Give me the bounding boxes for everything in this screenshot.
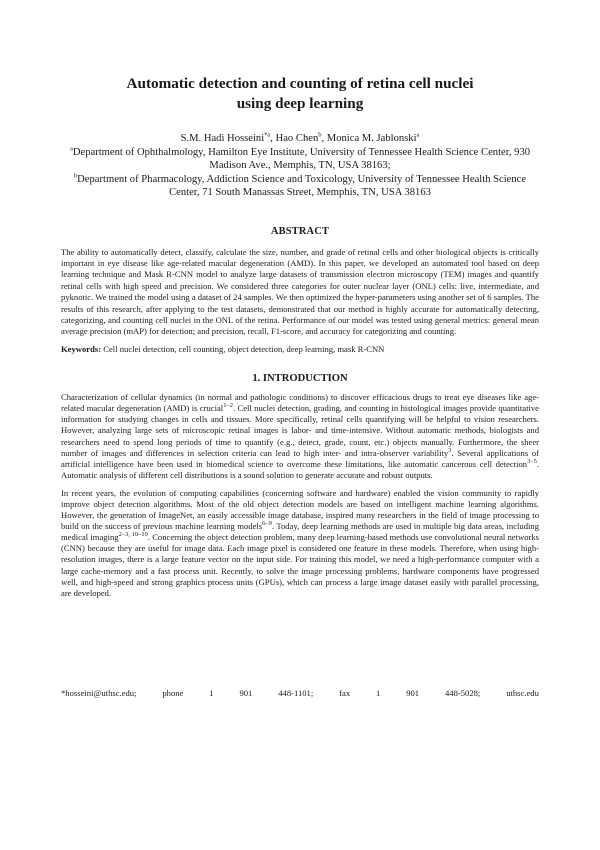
affiliation-mark: a: [69, 144, 73, 152]
footer-fax-label: fax: [339, 688, 351, 698]
author-mark: *a: [264, 131, 271, 139]
author-name: Monica M. Jablonski: [326, 133, 417, 144]
contact-footer: [61, 688, 539, 698]
paragraph-text: . Cell nuclei detection, grading, and counting in histological images provide quantitative information for studying changes in cells and tissues. More specifically, retinal cells quantifying will be helpful to vision researchers. However, analyzing large sets of microscopic retinal images is labor- and time-intensive. Without automatic methods, biologists and researchers need to spend long periods of time to quantify (e.g., detect, grade, count, etc.) objects manually. Furthermore, the sheer number of images and differences in selection criteria can lead to high inter- and intra-observer variability: [61, 403, 539, 458]
footer-website: uthsc.edu: [506, 688, 539, 698]
author-mark: b: [318, 131, 322, 139]
author-separator: ,: [321, 133, 327, 144]
abstract-heading: ABSTRACT: [270, 225, 330, 237]
paragraph-text: Characterization of cellular dynamics (in normal and pathologic conditions) to discover efficacious drugs to treat eye diseases like age-related macular degeneration (AMD) is crucial: [61, 392, 539, 414]
title-line-1: Automatic detection and counting of retina cell nuclei: [126, 75, 474, 92]
footer-email: *hosseini@uthsc.edu;: [61, 688, 137, 698]
paper-title: [61, 74, 539, 114]
keywords-text: Cell nuclei detection, cell counting, object detection, deep learning, mask R-CNN: [103, 343, 385, 354]
intro-paragraph-2: [61, 488, 539, 599]
affiliation-text: Department of Pharmacology, Addiction Science and Toxicology, University of Tennessee Health Science Center, 71 South Manassas Street, Memphis, TN, USA 38163: [77, 173, 527, 198]
paragraph-text: . Concerning the object detection problem, many deep learning-based methods use convolutional neural networks (CNN) because they are useful for image data. Each image pixel is considered one feature in these models. Therefore, when using high-resolution images, there is a large feature vector on the input side. For training this model, we need a high-performance computer with a large cache-memory and a fast process unit. Recently, to solve the image processing problems, hardware components have progressed well, and high-speed and strong graphics process units (GPUs), which can process a large image dataset easily with parallel processing, are developed.: [61, 532, 540, 598]
affiliation-b: [61, 173, 539, 200]
paper-page: [0, 74, 600, 850]
abstract-text: The ability to automatically detect, classify, calculate the size, number, and grade of retinal cells and other biological objects is critically important in eye disease like age-related macular degeneration (AMD). In this paper, we developed an automated tool based on deep learning technique and Mask R-CNN model to analyze large datasets of transmission electron microscopy (TEM) images and quantify retinal cells with high speed and precision. We considered three categories for outer nuclear layer (ONL) cells: live, intermediate, and pyknotic. We trained the model using a dataset of 24 samples. We then optimized the hyper-parameters using another set of 6 samples. The results of this research, after applying to the test datasets, demonstrated that our method is highly accurate for automatically detecting, categorizing, and counting cell nuclei in the ONL of the retina. Performance of our model was tested using general metrics: general mean average precision (mAP) for detection; and precision, recall, F1-score, and accuracy for categorizing and counting.: [61, 246, 539, 337]
citation: 3: [448, 446, 452, 454]
paragraph-text: . Automatic analysis of different cell distributions is a sound solution to generate accurate and robust outputs.: [61, 458, 539, 480]
keywords-label: Keywords:: [61, 343, 102, 354]
author-name: S.M. Hadi Hosseini: [180, 133, 265, 144]
title-line-2: using deep learning: [236, 95, 364, 112]
paragraph-text: . Several applications of artificial intelligence have been used in biomedical science to overcome these limitations, like automatic cancerous cell detection: [61, 447, 539, 469]
affiliation-text: Department of Ophthalmology, Hamilton Eye Institute, University of Tennessee Health Science Center, 930 Madison Ave., Memphis, TN, USA 38163;: [72, 146, 531, 171]
footer-fax-number: 448-5028;: [444, 688, 481, 698]
author-separator: ,: [270, 133, 276, 144]
author-list: [61, 132, 539, 146]
affiliation-a: [61, 146, 539, 173]
affiliation-mark: b: [73, 171, 78, 179]
footer-phone-number: 448-1101;: [278, 688, 314, 698]
paragraph-text: In recent years, the evolution of computing capabilities (concerning software and hardware) enabled the vision community to rapidly improve object detection algorithms. Most of the old object detection models are based on intelligent machine learning algorithms. However, the generation of ImageNet, an easily accessible image database, inspired many researchers in the field of image processing to build on the success of previous machine learning models: [61, 487, 539, 532]
citation: 2–3, 10–19: [118, 531, 148, 539]
citation: 3–5: [527, 457, 537, 465]
footer-phone-area: 901: [239, 688, 253, 698]
keywords: [61, 344, 539, 355]
author-mark: a: [416, 131, 420, 139]
footer-phone-country: 1: [209, 688, 214, 698]
paragraph-text: . Today, deep learning methods are used in multiple big data areas, including medical imaging: [61, 521, 539, 543]
author-name: Hao Chen: [275, 133, 319, 144]
citation: 6–9: [262, 520, 272, 528]
footer-fax-country: 1: [376, 688, 381, 698]
footer-phone-label: phone: [162, 688, 184, 698]
affiliations: [61, 146, 539, 200]
citation: 1–2: [223, 402, 233, 410]
section-heading-introduction: 1. INTRODUCTION: [252, 373, 348, 385]
intro-paragraph-1: [61, 392, 539, 481]
footer-fax-area: 901: [406, 688, 420, 698]
